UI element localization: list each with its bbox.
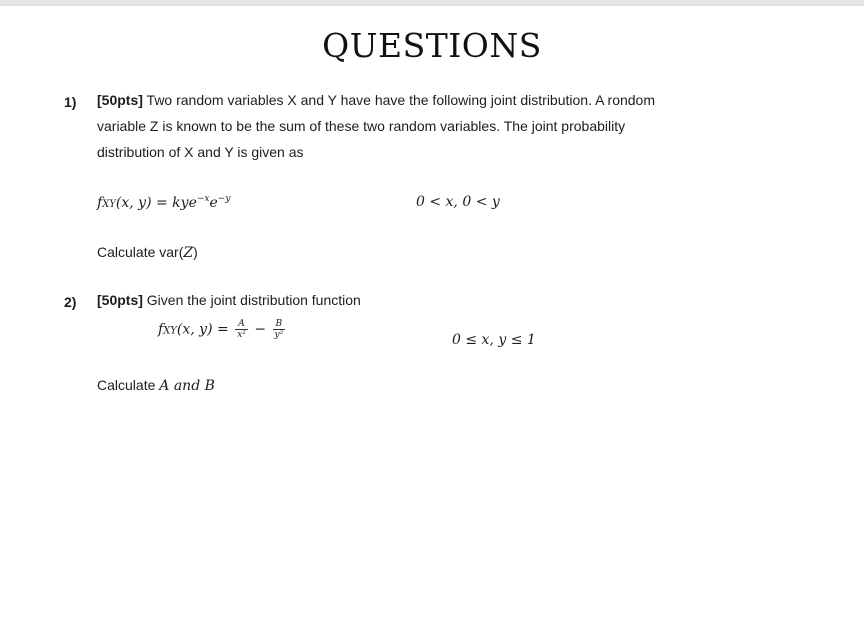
document-page	[0, 6, 864, 622]
question-2-domain: 0 ≤ x, y ≤ 1	[452, 332, 536, 348]
question-1-calculate: Calculate var(Z)	[97, 244, 198, 261]
question-1-text-1: Two random variables X and Y have have the following joint distribution. A rondom	[146, 92, 656, 108]
page-title: QUESTIONS	[322, 26, 542, 65]
question-1-domain: 0 < x, 0 < y	[416, 194, 500, 210]
fraction-b: $\frac{B}{\text{y²}}$	[274, 319, 284, 340]
question-2-points: [50pts]	[97, 292, 143, 308]
fraction-a: $\frac{A}{\text{x²}}$	[237, 319, 246, 340]
question-2-number: 2)	[64, 294, 77, 310]
question-2-calculate: Calculate A and B	[97, 377, 215, 394]
question-1-line-2: variable Z is known to be the sum of these two random variables. The joint probability	[97, 118, 626, 134]
question-1-number: 1)	[64, 94, 77, 110]
question-2-line-1	[97, 287, 361, 313]
question-1-points: [50pts]	[97, 92, 143, 108]
question-1-line-3: distribution of X and Y is given as	[97, 144, 304, 160]
question-2-text-1: Given the joint distribution function	[146, 292, 361, 308]
question-2-formula: fXY(x, y) = $\frac{A}{\text{x²}}$ − $\frac{B}{\text{y²}}$	[158, 319, 284, 340]
question-1-formula: fXY(x, $y) = kye^{-x}e^{-y}$	[97, 194, 231, 211]
question-1-line-1	[97, 87, 655, 113]
